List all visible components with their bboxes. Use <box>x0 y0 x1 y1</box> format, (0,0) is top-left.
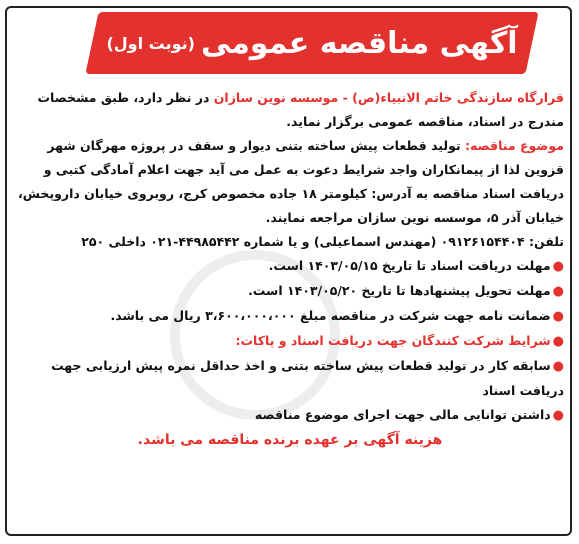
bullet-icon: ● <box>552 408 564 423</box>
footer-note: هزینه آگهی بر عهده برنده مناقصه می باشد. <box>137 432 443 448</box>
phone-line: تلفن: ۰۹۱۲۶۱۵۴۴۰۴ (مهندس اسماعیلی) و یا شماره ۴۴۹۸۵۴۴۲-۰۲۱ داخلی ۲۵۰ <box>81 234 564 249</box>
deadline-item: ●مهلت دریافت اسناد تا تاریخ ۱۴۰۳/۰۵/۱۵ است. <box>268 258 564 274</box>
bullet-icon: ● <box>552 259 564 274</box>
bullet-icon: ● <box>552 309 564 324</box>
deadline-item: ●مهلت تحویل پیشنهادها تا تاریخ ۱۴۰۳/۰۵/۲۰ است. <box>248 283 564 299</box>
bullet-icon: ● <box>552 284 564 299</box>
condition-item: ●سابقه کار در تولید قطعات پیش ساخته بتنی و اخذ حداقل نمره پیش ارزیابی جهت دریافت اسناد <box>51 358 564 398</box>
intro-paragraph <box>16 86 564 134</box>
bullet-icon: ● <box>552 359 564 374</box>
subject-text: تولید قطعات پیش ساخته بتنی دیوار و سقف در پروژه مهرگان شهر قزوین لذا از پیمانکاران واجد شرایط دعوت به عمل می آید جهت اعلام آمادگی کتبی و دریافت اسناد مناقصه به آدرس: کیلومتر ۱۸ جاده مخصوص کرج، روبروی خیابان داروپخش، خیابان آذر ۵، موسسه نوین سازان مراجعه نمایند. <box>18 138 564 225</box>
employer-name: قرارگاه سازندگی خاتم الانبیاء(ص) - موسسه نوین سازان <box>213 90 564 105</box>
bullet-icon: ● <box>552 334 564 349</box>
intro-text: در نظر دارد، طبق مشخصات مندرج در اسناد، مناقصه عمومی برگزار نماید. <box>37 90 564 129</box>
notice-body <box>16 86 564 452</box>
conditions-heading: ●شرایط شرکت کنندگان جهت دریافت اسناد و پاکات: <box>235 333 564 349</box>
notice-title: آگهی مناقصه عمومی <box>200 25 518 61</box>
condition-item: ●داشتن توانایی مالی جهت اجرای موضوع مناقصه <box>254 407 564 423</box>
deadline-item: ●ضمانت نامه جهت شرکت در مناقصه مبلغ ۳،۶۰۰،۰۰۰،۰۰۰ ریال می باشد. <box>110 308 564 324</box>
subject-paragraph <box>16 134 564 230</box>
banner-title <box>92 12 532 74</box>
subject-label: موضوع مناقصه: <box>465 138 564 153</box>
notice-round: (نوبت اول) <box>106 33 195 53</box>
